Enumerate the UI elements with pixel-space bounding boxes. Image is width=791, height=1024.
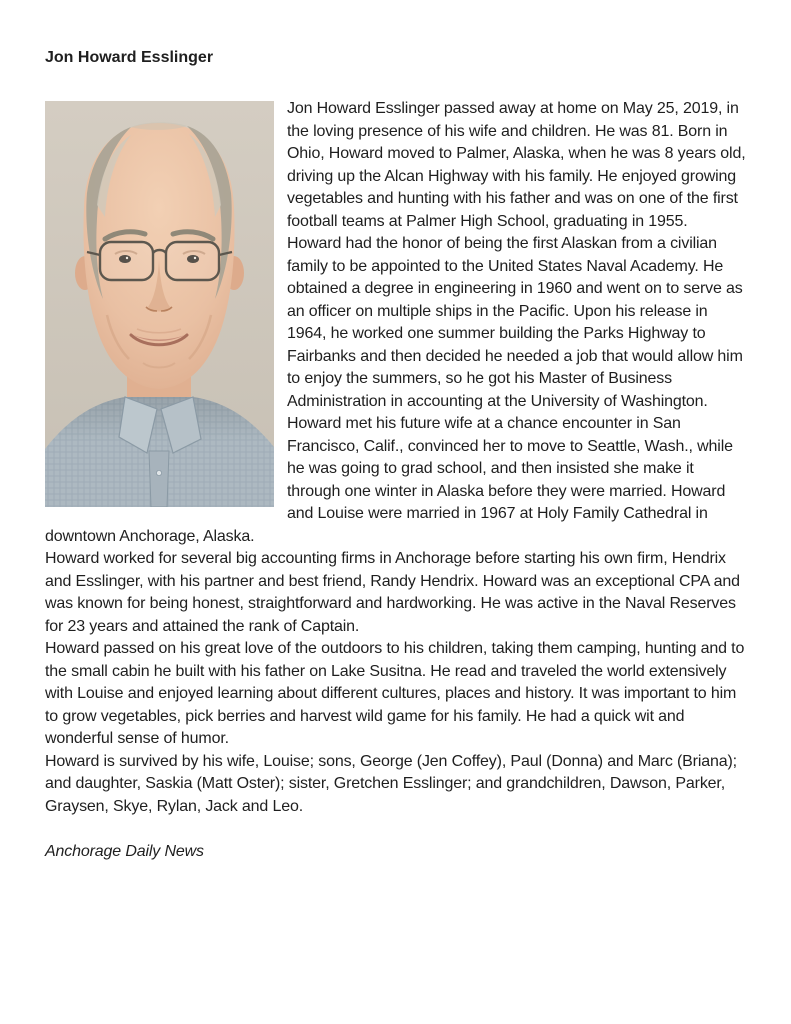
portrait-photo-illustration [45, 101, 274, 507]
page-title: Jon Howard Esslinger [45, 49, 214, 66]
source-credit: Anchorage Daily News [45, 843, 204, 860]
obituary-paragraph-2: Howard had the honor of being the first Alaskan from a civilian family to be appointed to the United States Naval Academy. He obtained a degree in engineering in 1960 and went on to serve as an officer on multiple ships in the Pacific. Upon his release in 1964, he worked one summer building the Parks Highway to Fairbanks and then decided he needed a job that would allow him to enjoy the summers, so he got his Master of Business Administration in accounting at the University of Washington. [287, 235, 743, 410]
obituary-paragraph-1: Jon Howard Esslinger passed away at home on May 25, 2019, in the loving presence of his wife and children. He was 81. Born in Ohio, Howard moved to Palmer, Alaska, when he was 8 years old, driving up the Alcan Highway with his family. He enjoyed growing vegetables and hunting with his father and was on one of the first football teams at Palmer High School, graduating in 1955. [287, 100, 746, 230]
portrait-photo [45, 101, 274, 507]
obituary-body [45, 98, 747, 864]
obituary-paragraph-4: Howard worked for several big accounting firms in Anchorage before starting his own firm, Hendrix and Esslinger, with his partner and best friend, Randy Hendrix. Howard was an exceptional CPA and was known for being honest, straightforward and hardworking. He was active in the Naval Reserves for 23 years and attained the rank of Captain. [45, 550, 740, 635]
obituary-paragraph-3: Howard met his future wife at a chance encounter in San Francisco, Calif., convinced her to move to Seattle, Wash., while he was going to grad school, and then insisted she make it through one winter in Alaska before they were married. Howard and Louise were married in 1967 at Holy Family Cathedral in downtown Anchorage, Alaska. [45, 415, 733, 545]
obituary-paragraph-6: Howard is survived by his wife, Louise; sons, George (Jen Coffey), Paul (Donna) and Marc (Briana); and daughter, Saskia (Matt Oster); sister, Gretchen Esslinger; and grandchildren, Dawson, Parker, Graysen, Skye, Rylan, Jack and Leo. [45, 752, 737, 815]
obituary-paragraph-5: Howard passed on his great love of the outdoors to his children, taking them camping, hunting and to the small cabin he built with his father on Lake Susitna. He read and traveled the world extensively with Louise and enjoyed learning about different cultures, places and history. It was important to him to grow vegetables, pick berries and harvest wild game for his family. He had a quick wit and wonderful sense of humor. [45, 640, 745, 747]
